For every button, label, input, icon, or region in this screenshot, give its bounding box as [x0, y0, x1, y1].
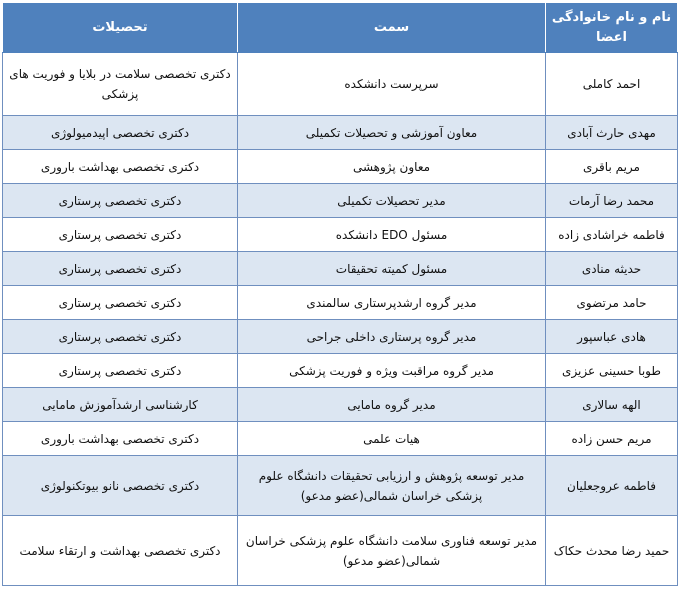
header-row [3, 3, 678, 53]
table-row [3, 150, 678, 184]
cell-education: دکتری تخصصی نانو بیوتکنولوژی [3, 456, 238, 516]
table-row [3, 252, 678, 286]
cell-position: مدیر تحصیلات تکمیلی [238, 184, 546, 218]
cell-position: مدیر گروه مراقبت ویژه و فوریت پزشکی [238, 354, 546, 388]
cell-position: مدیر توسعه فناوری سلامت دانشگاه علوم پزشکی خراسان شمالی(عضو مدعو) [238, 516, 546, 586]
cell-position: مدیر توسعه پژوهش و ارزیابی تحقیقات دانشگاه علوم پزشکی خراسان شمالی(عضو مدعو) [238, 456, 546, 516]
cell-education: دکتری تخصصی بهداشت باروری [3, 422, 238, 456]
cell-position: مدیر گروه مامایی [238, 388, 546, 422]
table-row [3, 354, 678, 388]
cell-education: دکتری تخصصی پرستاری [3, 184, 238, 218]
table-row [3, 388, 678, 422]
cell-name: هادی عباسپور [546, 320, 678, 354]
cell-name: طوبا حسینی عزیزی [546, 354, 678, 388]
cell-education: دکتری تخصصی پرستاری [3, 354, 238, 388]
cell-education: دکتری تخصصی پرستاری [3, 218, 238, 252]
cell-name: مهدی حارث آبادی [546, 116, 678, 150]
cell-position: مسئول EDO دانشکده [238, 218, 546, 252]
cell-name: فاطمه خراشادی زاده [546, 218, 678, 252]
cell-education: دکتری تخصصی پرستاری [3, 286, 238, 320]
table-row [3, 422, 678, 456]
table-row [3, 53, 678, 116]
header-position: سمت [238, 3, 546, 53]
cell-position: هیات علمی [238, 422, 546, 456]
cell-position: مدیر گروه ارشدپرستاری سالمندی [238, 286, 546, 320]
cell-education: دکتری تخصصی بهداشت و ارتقاء سلامت [3, 516, 238, 586]
cell-education: دکتری تخصصی سلامت در بلایا و فوریت های پزشکی [3, 53, 238, 116]
cell-education: دکتری تخصصی اپیدمیولوژی [3, 116, 238, 150]
cell-education: کارشناسی ارشدآموزش مامایی [3, 388, 238, 422]
cell-position: سرپرست دانشکده [238, 53, 546, 116]
cell-position: معاون پژوهشی [238, 150, 546, 184]
cell-name: حامد مرتضوی [546, 286, 678, 320]
header-name: نام و نام خانوادگی اعضا [546, 3, 678, 53]
table-row [3, 516, 678, 586]
cell-name: الهه سالاری [546, 388, 678, 422]
cell-name: احمد کاملی [546, 53, 678, 116]
table-row [3, 320, 678, 354]
header-education: تحصیلات [3, 3, 238, 53]
table-row [3, 286, 678, 320]
cell-education: دکتری تخصصی پرستاری [3, 252, 238, 286]
cell-position: معاون آموزشی و تحصیلات تکمیلی [238, 116, 546, 150]
cell-position: مدیر گروه پرستاری داخلی جراحی [238, 320, 546, 354]
table-row [3, 184, 678, 218]
cell-name: فاطمه عروجعلیان [546, 456, 678, 516]
cell-position: مسئول کمیته تحقیقات [238, 252, 546, 286]
cell-education: دکتری تخصصی پرستاری [3, 320, 238, 354]
cell-name: محمد رضا آرمات [546, 184, 678, 218]
table-row [3, 218, 678, 252]
members-table [2, 2, 678, 586]
table-row [3, 116, 678, 150]
cell-name: مریم حسن زاده [546, 422, 678, 456]
cell-name: مریم باقری [546, 150, 678, 184]
cell-education: دکتری تخصصی بهداشت باروری [3, 150, 238, 184]
cell-name: حدیثه منادی [546, 252, 678, 286]
table-row [3, 456, 678, 516]
cell-name: حمید رضا محدث حکاک [546, 516, 678, 586]
